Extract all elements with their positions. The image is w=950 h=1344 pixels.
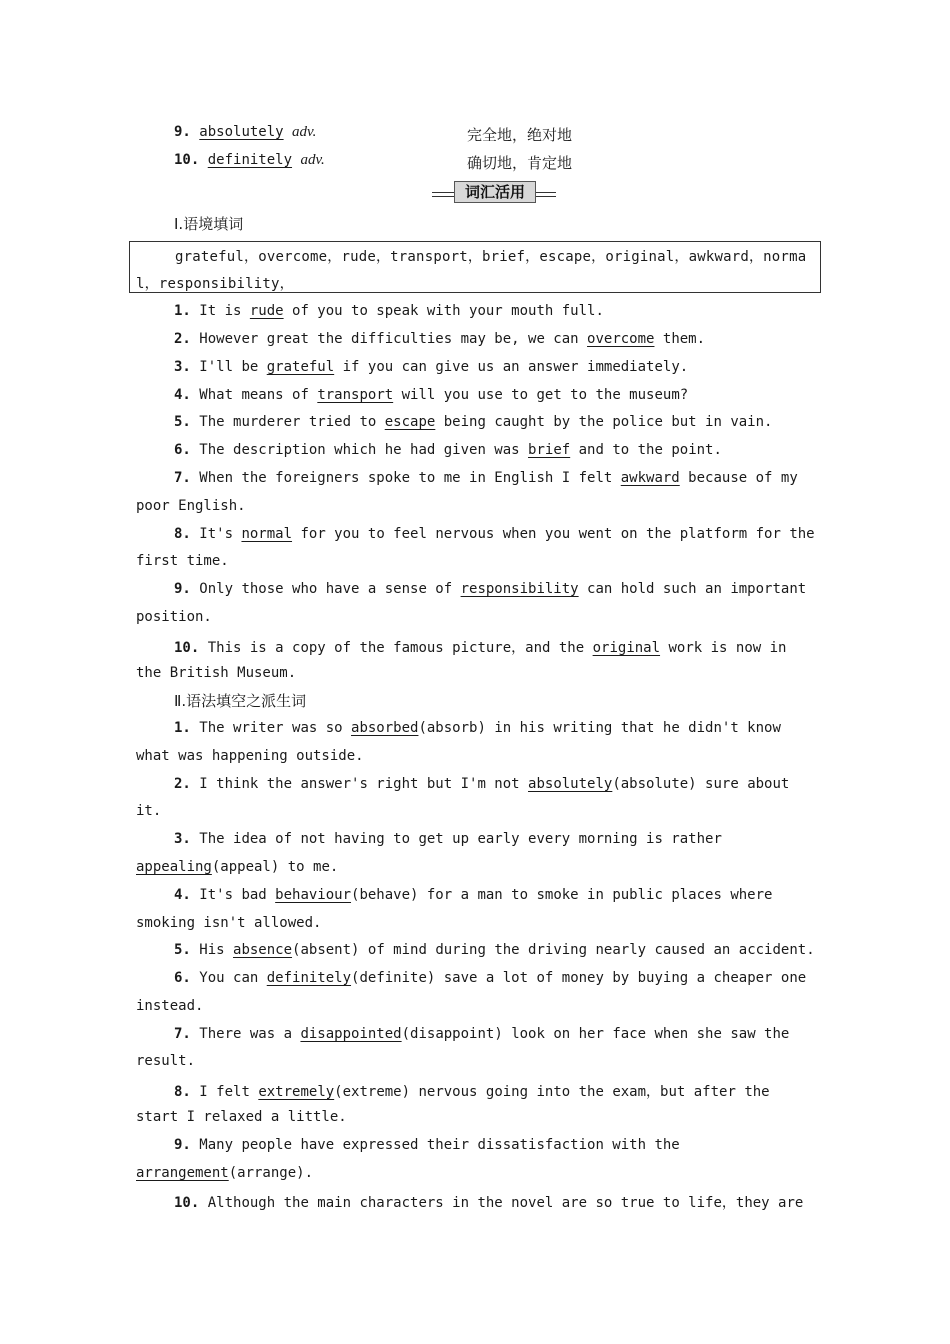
item-text: of mind during the driving nearly caused an accident.	[359, 942, 815, 958]
vocab-number: 9.	[174, 124, 191, 140]
item-continuation: poor English.	[136, 498, 246, 514]
item-number: 7.	[174, 470, 191, 486]
exercise-item	[174, 303, 604, 319]
item-answer: awkward	[620, 470, 680, 486]
item-text: will you use to get to the museum?	[393, 387, 689, 403]
item-number: 5.	[174, 414, 191, 430]
item-answer: escape	[384, 414, 436, 430]
item-answer: rude	[249, 303, 284, 319]
item-answer: arrangement	[136, 1165, 229, 1181]
exercise-item	[174, 526, 815, 542]
exercise-item	[174, 970, 806, 986]
item-number: 4.	[174, 387, 191, 403]
item-text: The murderer tried to	[199, 414, 385, 430]
item-text: I'll be	[199, 359, 267, 375]
item-text: Many people have expressed their dissatisfaction with the	[199, 1137, 680, 1153]
item-hint: (absorb)	[418, 720, 486, 736]
item-text: because of my	[679, 470, 798, 486]
exercise-item	[174, 387, 688, 403]
item-text: if you can give us an answer immediately.	[334, 359, 689, 375]
exercise-item	[174, 776, 789, 792]
vocab-number: 10.	[174, 152, 200, 168]
exercise-item	[174, 637, 786, 657]
exercise-item	[174, 331, 705, 347]
item-text: and to the point.	[570, 442, 722, 458]
item-text: save a lot of money by buying a cheaper one	[435, 970, 807, 986]
item-answer: absolutely	[528, 776, 613, 792]
item-number: 8.	[174, 1084, 191, 1100]
word-bank-line: l，responsibility，	[136, 276, 294, 292]
vocab-pos: adv.	[300, 152, 325, 168]
exercise-item	[174, 1137, 680, 1153]
item-number: 6.	[174, 970, 191, 986]
item-hint: (extreme)	[334, 1084, 411, 1100]
item-number: 3.	[174, 359, 191, 375]
item-text: When the foreigners spoke to me in English I felt	[199, 470, 621, 486]
item-text: You can	[199, 970, 267, 986]
item-answer: original	[592, 640, 661, 656]
vocab-word: definitely	[207, 152, 293, 168]
exercise-item	[174, 1081, 770, 1101]
item-answer: grateful	[266, 359, 335, 375]
item-continuation: the British Museum.	[136, 665, 297, 681]
item-text: It is	[199, 303, 250, 319]
item-text: for a man to smoke in public places where	[418, 887, 773, 903]
item-answer: absence	[233, 942, 293, 958]
item-text: can hold such an important	[578, 581, 807, 597]
item-number: 9.	[174, 581, 191, 597]
word-bank-box	[129, 241, 821, 293]
item-text: to me.	[279, 859, 339, 875]
exercise-item	[174, 887, 772, 903]
item-answer: overcome	[587, 331, 655, 347]
item-continuation: position.	[136, 609, 212, 625]
vocab-row	[174, 152, 573, 176]
item-text: However great the difficulties may be, we can	[199, 331, 588, 347]
vocab-meaning: 完全地，绝对地	[467, 126, 573, 144]
vocab-word: absolutely	[199, 124, 284, 140]
item-number: 5.	[174, 942, 191, 958]
item-hint: (disappoint)	[401, 1026, 503, 1042]
item-continuation	[136, 859, 338, 875]
item-answer: absorbed	[351, 720, 419, 736]
item-answer: transport	[317, 387, 394, 403]
item-answer: extremely	[258, 1084, 335, 1100]
item-text: I think the answer's right but I'm not	[199, 776, 529, 792]
item-answer: appealing	[136, 859, 212, 875]
item-number: 6.	[174, 442, 191, 458]
exercise-item	[174, 414, 772, 430]
item-answer: definitely	[266, 970, 352, 986]
item-text: nervous going into the exam，but after the	[410, 1084, 770, 1100]
item-hint: (absolute)	[612, 776, 697, 792]
item-number: 10.	[174, 640, 200, 656]
item-text: The description which he had given was	[199, 442, 529, 458]
item-text: Only those who have a sense of	[199, 581, 461, 597]
exercise-item	[174, 581, 806, 597]
item-text: It's	[199, 526, 242, 542]
item-continuation: result.	[136, 1053, 196, 1069]
item-text: His	[199, 942, 234, 958]
exercise-item	[174, 831, 722, 847]
part1-heading: Ⅰ.语境填词	[174, 215, 244, 233]
item-answer: normal	[241, 526, 293, 542]
item-number: 8.	[174, 526, 191, 542]
item-answer: disappointed	[300, 1026, 402, 1042]
item-text: in his writing that he didn't know	[485, 720, 781, 736]
exercise-item	[174, 359, 688, 375]
item-hint: (absent)	[292, 942, 360, 958]
exercise-item	[174, 1192, 803, 1212]
item-number: 7.	[174, 1026, 191, 1042]
item-answer: behaviour	[275, 887, 352, 903]
item-number: 2.	[174, 776, 191, 792]
item-text: of you to speak with your mouth full.	[283, 303, 604, 319]
item-text: them.	[654, 331, 706, 347]
item-text: Although the main characters in the novel are so true to life，they are	[207, 1195, 804, 1211]
vocab-row	[174, 124, 573, 148]
item-text: look on her face when she saw the	[502, 1026, 790, 1042]
item-number: 3.	[174, 831, 191, 847]
item-answer: responsibility	[460, 581, 579, 597]
item-text: .	[304, 1165, 314, 1181]
exercise-item	[174, 1026, 789, 1042]
vocab-meaning: 确切地，肯定地	[467, 154, 573, 172]
exercise-item	[174, 720, 781, 736]
word-bank-line: grateful，overcome，rude，transport，brief，escape，original，awkward，norma	[175, 249, 807, 265]
section-title: 词汇活用	[454, 181, 536, 203]
item-continuation: first time.	[136, 553, 229, 569]
item-number: 2.	[174, 331, 191, 347]
item-text: I felt	[199, 1084, 259, 1100]
item-hint: (behave)	[351, 887, 419, 903]
item-continuation: what was happening outside.	[136, 748, 364, 764]
section-banner	[432, 181, 556, 203]
item-text: sure about	[696, 776, 790, 792]
item-text: This is a copy of the famous picture，and the	[207, 640, 593, 656]
item-number: 10.	[174, 1195, 200, 1211]
item-number: 9.	[174, 1137, 191, 1153]
item-number: 4.	[174, 887, 191, 903]
item-text: There was a	[199, 1026, 301, 1042]
vocab-pos: adv.	[292, 124, 317, 140]
item-answer: brief	[528, 442, 571, 458]
item-continuation: it.	[136, 803, 162, 819]
item-hint: (arrange)	[228, 1165, 305, 1181]
item-number: 1.	[174, 303, 191, 319]
item-continuation: smoking isn't allowed.	[136, 915, 322, 931]
exercise-item	[174, 470, 798, 486]
item-hint: (definite)	[351, 970, 436, 986]
item-text: The idea of not having to get up early every morning is rather	[199, 831, 722, 847]
item-text: for you to feel nervous when you went on the platform for the	[292, 526, 815, 542]
item-text: work is now in	[660, 640, 787, 656]
exercise-item	[174, 942, 815, 958]
exercise-item	[174, 442, 722, 458]
item-hint: (appeal)	[211, 859, 280, 875]
item-text: being caught by the police but in vain.	[435, 414, 773, 430]
item-text: The writer was so	[199, 720, 352, 736]
item-continuation: instead.	[136, 998, 204, 1014]
item-continuation: start I relaxed a little.	[136, 1109, 347, 1125]
item-number: 1.	[174, 720, 191, 736]
item-continuation	[136, 1165, 313, 1181]
item-text: What means of	[199, 387, 318, 403]
item-text: It's bad	[199, 887, 276, 903]
part2-heading: Ⅱ.语法填空之派生词	[174, 692, 307, 710]
